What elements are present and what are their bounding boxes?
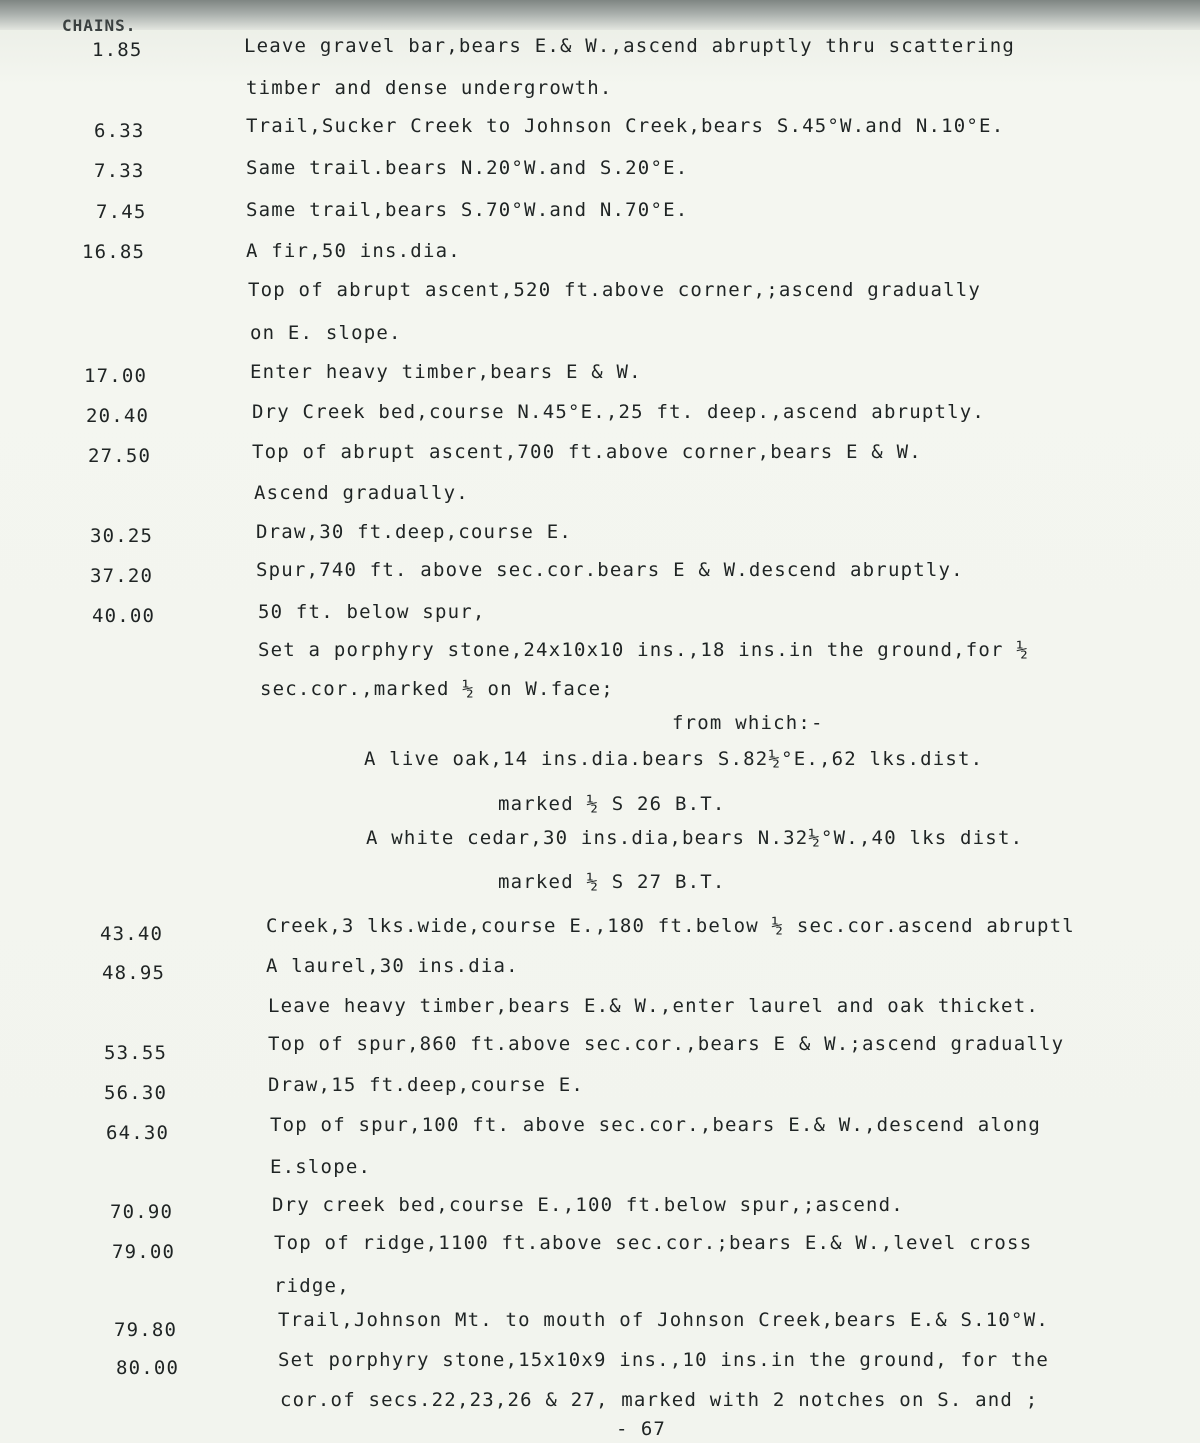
entry-line: Set porphyry stone,15x10x9 ins.,10 ins.in the ground, for the	[278, 1349, 1049, 1371]
chain-value: 70.90	[110, 1201, 174, 1223]
entry-line: on E. slope.	[250, 322, 402, 344]
chain-value: 80.00	[116, 1357, 180, 1379]
entry-line: cor.of secs.22,23,26 & 27, marked with 2 notches on S. and ;	[280, 1389, 1039, 1411]
entry-line: Draw,30 ft.deep,course E.	[256, 521, 572, 543]
chain-value: 20.40	[86, 405, 150, 427]
entry-line: Top of spur,100 ft. above sec.cor.,bears E.& W.,descend along	[270, 1114, 1041, 1136]
entry-line: ridge,	[274, 1275, 350, 1297]
chain-value: 64.30	[106, 1122, 170, 1144]
chain-value: 37.20	[90, 565, 154, 587]
entry-line: Creek,3 lks.wide,course E.,180 ft.below ½ sec.cor.ascend abruptl	[266, 915, 1075, 937]
entry-line: A white cedar,30 ins.dia,bears N.32½°W.,40 lks dist.	[366, 827, 1024, 849]
entry-line: Top of abrupt ascent,520 ft.above corner,;ascend gradually	[248, 279, 982, 301]
entry-line: marked ½ S 26 B.T.	[498, 793, 726, 815]
chains-column-header: CHAINS.	[62, 16, 137, 35]
entry-line: Top of spur,860 ft.above sec.cor.,bears E & W.;ascend gradually	[268, 1033, 1065, 1055]
chain-value: 7.33	[94, 160, 145, 182]
chain-value: 30.25	[90, 525, 154, 547]
entry-line: Dry Creek bed,course N.45°E.,25 ft. deep.,ascend abruptly.	[252, 401, 986, 423]
entry-line: A laurel,30 ins.dia.	[266, 955, 519, 977]
entry-line: Trail,Johnson Mt. to mouth of Johnson Creek,bears E.& S.10°W.	[278, 1309, 1049, 1331]
entry-line: Leave heavy timber,bears E.& W.,enter laurel and oak thicket.	[268, 995, 1039, 1017]
page-number: - 67	[616, 1418, 666, 1440]
chain-value: 1.85	[92, 39, 143, 61]
entry-line: A fir,50 ins.dia.	[246, 240, 461, 262]
page-top-shadow	[0, 0, 1200, 30]
chain-value: 48.95	[102, 962, 166, 984]
chain-value: 27.50	[88, 445, 152, 467]
entry-line: Dry creek bed,course E.,100 ft.below spur,;ascend.	[272, 1194, 904, 1216]
entry-line: timber and dense undergrowth.	[246, 77, 613, 99]
chain-value: 6.33	[94, 120, 145, 142]
entry-line: Top of ridge,1100 ft.above sec.cor.;bears E.& W.,level cross	[274, 1232, 1033, 1254]
entry-line: Draw,15 ft.deep,course E.	[268, 1074, 584, 1096]
entry-line: Same trail.bears N.20°W.and S.20°E.	[246, 157, 689, 179]
chain-value: 56.30	[104, 1082, 168, 1104]
entry-line: Same trail,bears S.70°W.and N.70°E.	[246, 199, 689, 221]
chain-value: 79.80	[114, 1319, 178, 1341]
entry-line: sec.cor.,marked ½ on W.face;	[260, 678, 614, 700]
chain-value: 16.85	[82, 241, 146, 263]
entry-line: Trail,Sucker Creek to Johnson Creek,bears S.45°W.and N.10°E.	[246, 115, 1005, 137]
entry-line: from which:-	[672, 712, 824, 734]
entry-line: E.slope.	[270, 1156, 372, 1178]
chain-value: 79.00	[112, 1241, 176, 1263]
entry-line: Leave gravel bar,bears E.& W.,ascend abruptly thru scattering	[244, 35, 1015, 57]
chain-value: 7.45	[96, 201, 147, 223]
entry-line: 50 ft. below spur,	[258, 601, 486, 623]
entry-line: A live oak,14 ins.dia.bears S.82½°E.,62 lks.dist.	[364, 748, 984, 770]
chain-value: 40.00	[92, 605, 156, 627]
entry-line: Set a porphyry stone,24x10x10 ins.,18 ins.in the ground,for ½	[258, 639, 1029, 661]
chain-value: 17.00	[84, 365, 148, 387]
entry-line: Top of abrupt ascent,700 ft.above corner,bears E & W.	[252, 441, 922, 463]
chain-value: 53.55	[104, 1042, 168, 1064]
chain-value: 43.40	[100, 923, 164, 945]
entry-line: marked ½ S 27 B.T.	[498, 871, 726, 893]
entry-line: Enter heavy timber,bears E & W.	[250, 361, 642, 383]
entry-line: Ascend gradually.	[254, 482, 469, 504]
entry-line: Spur,740 ft. above sec.cor.bears E & W.descend abruptly.	[256, 559, 964, 581]
